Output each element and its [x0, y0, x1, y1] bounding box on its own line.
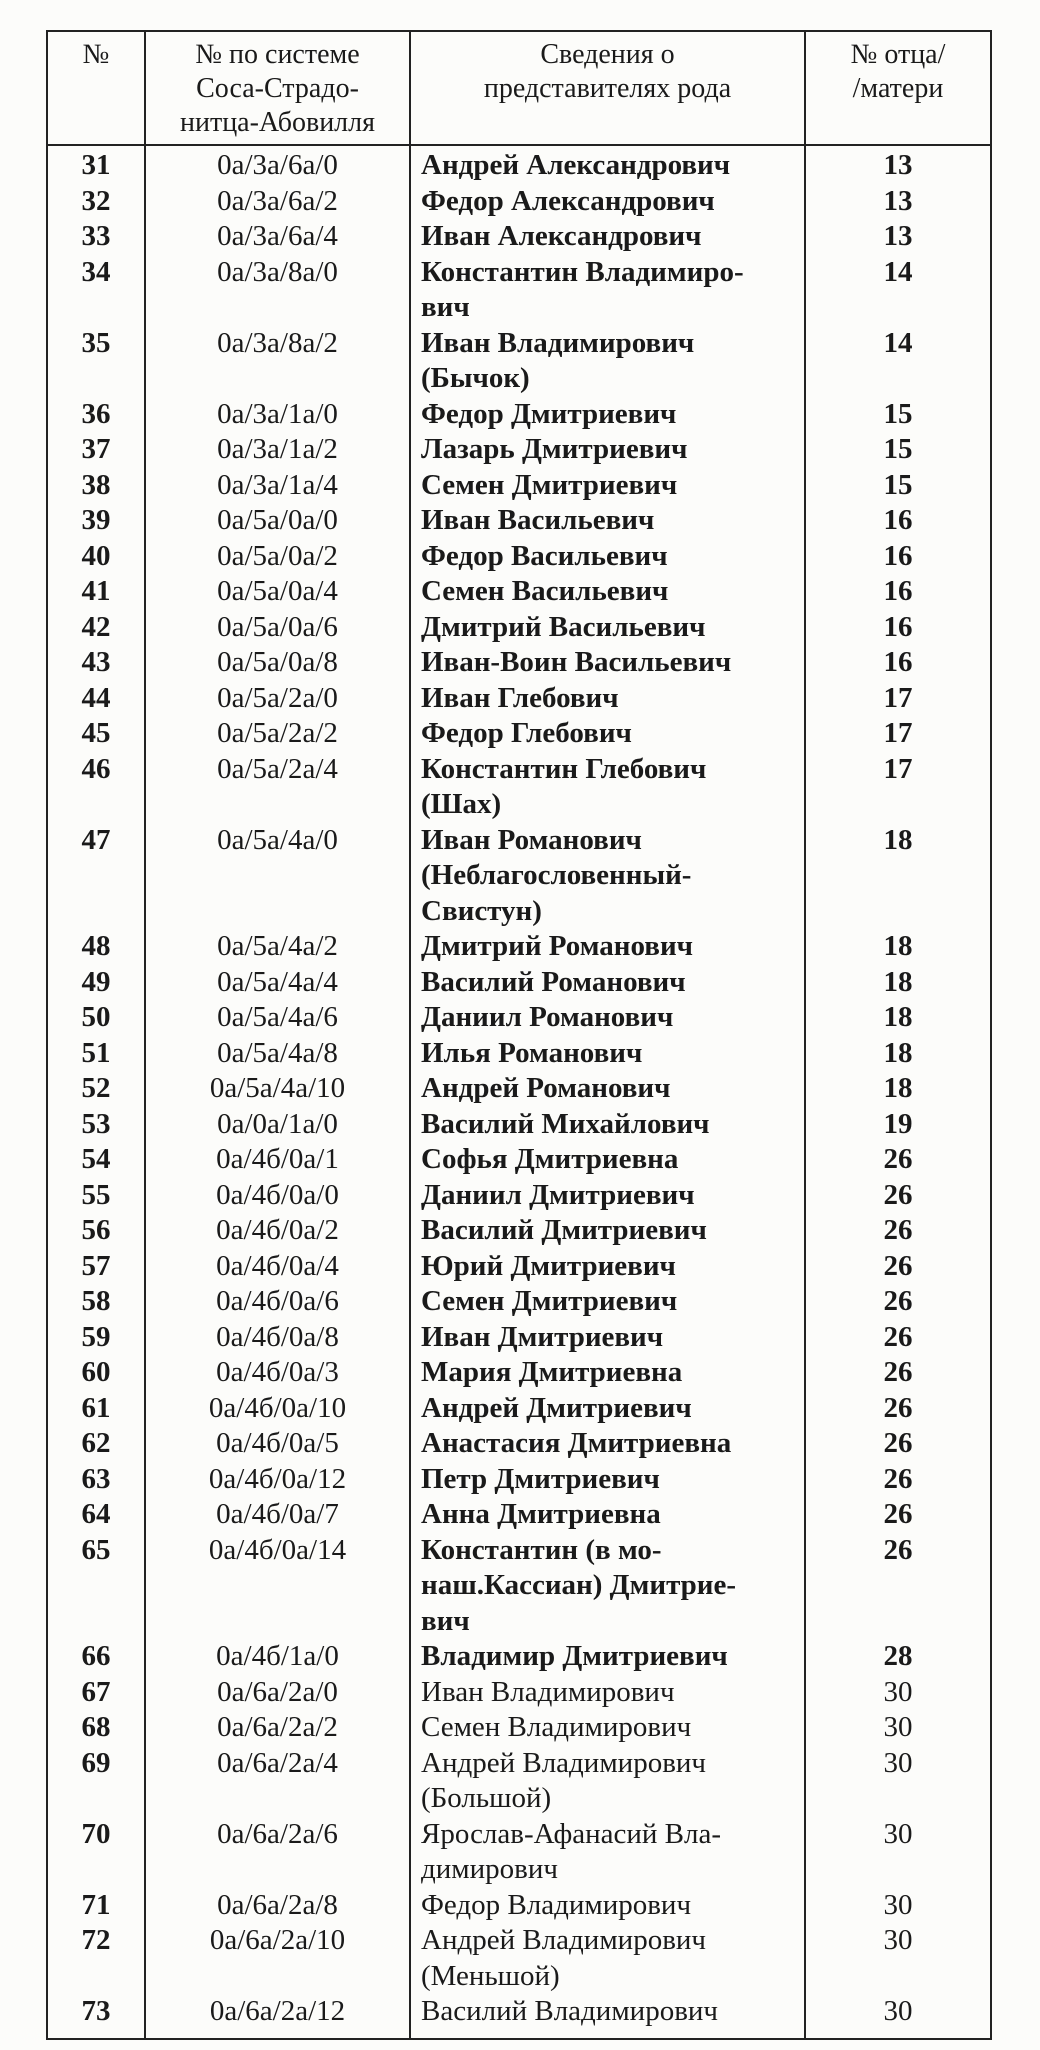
table-row: [47, 1249, 991, 1285]
table-row: [47, 1675, 991, 1711]
row-num: 69: [47, 1746, 145, 1817]
row-code: 0a/5a/4a/4: [145, 965, 410, 1001]
row-num: 61: [47, 1391, 145, 1427]
row-parent: 30: [805, 1994, 991, 2039]
table-row: [47, 1107, 991, 1143]
row-num: 33: [47, 219, 145, 255]
row-code: 0a/5a/2a/4: [145, 752, 410, 823]
row-info: Петр Дмитриевич: [410, 1462, 805, 1498]
row-info: Василий Романович: [410, 965, 805, 1001]
table-row: [47, 1923, 991, 1994]
row-parent: 30: [805, 1746, 991, 1817]
row-info: Андрей Александрович: [410, 145, 805, 184]
row-info: Андрей Владимирович (Большой): [410, 1746, 805, 1817]
row-code: 0a/5a/4a/8: [145, 1036, 410, 1072]
row-num: 48: [47, 929, 145, 965]
row-parent: 15: [805, 432, 991, 468]
row-info: Лазарь Дмитриевич: [410, 432, 805, 468]
row-code: 0a/3a/6a/0: [145, 145, 410, 184]
row-num: 57: [47, 1249, 145, 1285]
row-info: Иван Владимирович (Бычок): [410, 326, 805, 397]
row-parent: 17: [805, 681, 991, 717]
row-parent: 26: [805, 1320, 991, 1356]
row-info: Андрей Владимирович (Меньшой): [410, 1923, 805, 1994]
row-parent: 16: [805, 539, 991, 575]
table-row: [47, 503, 991, 539]
row-info: Иван Глебович: [410, 681, 805, 717]
row-code: 0a/4б/0a/0: [145, 1178, 410, 1214]
row-parent: 19: [805, 1107, 991, 1143]
row-parent: 18: [805, 1000, 991, 1036]
row-info: Даниил Романович: [410, 1000, 805, 1036]
row-code: 0a/6a/2a/6: [145, 1817, 410, 1888]
row-num: 37: [47, 432, 145, 468]
row-num: 44: [47, 681, 145, 717]
table-row: [47, 681, 991, 717]
row-code: 0a/3a/1a/4: [145, 468, 410, 504]
table-row: [47, 1746, 991, 1817]
row-num: 53: [47, 1107, 145, 1143]
table-row: [47, 1533, 991, 1640]
table-row: [47, 1639, 991, 1675]
table-row: [47, 539, 991, 575]
row-num: 56: [47, 1213, 145, 1249]
row-num: 71: [47, 1888, 145, 1924]
row-info: Мария Дмитриевна: [410, 1355, 805, 1391]
row-parent: 26: [805, 1426, 991, 1462]
table-row: [47, 1710, 991, 1746]
table-row: [47, 1426, 991, 1462]
row-code: 0a/6a/2a/12: [145, 1994, 410, 2039]
row-info: Иван Александрович: [410, 219, 805, 255]
row-info: Дмитрий Васильевич: [410, 610, 805, 646]
row-num: 73: [47, 1994, 145, 2039]
row-info: Константин Владимиро- вич: [410, 255, 805, 326]
row-info: Федор Глебович: [410, 716, 805, 752]
row-parent: 26: [805, 1462, 991, 1498]
row-parent: 26: [805, 1355, 991, 1391]
row-code: 0a/5a/0a/0: [145, 503, 410, 539]
row-parent: 18: [805, 1071, 991, 1107]
row-parent: 26: [805, 1142, 991, 1178]
table-row: [47, 645, 991, 681]
row-code: 0a/5a/2a/2: [145, 716, 410, 752]
row-parent: 30: [805, 1888, 991, 1924]
row-parent: 17: [805, 752, 991, 823]
row-num: 60: [47, 1355, 145, 1391]
row-info: Василий Дмитриевич: [410, 1213, 805, 1249]
row-code: 0a/0a/1a/0: [145, 1107, 410, 1143]
row-num: 64: [47, 1497, 145, 1533]
row-code: 0a/3a/1a/2: [145, 432, 410, 468]
table-row: [47, 1994, 991, 2039]
table-row: [47, 965, 991, 1001]
row-num: 70: [47, 1817, 145, 1888]
row-num: 35: [47, 326, 145, 397]
row-parent: 18: [805, 1036, 991, 1072]
row-code: 0a/4б/0a/5: [145, 1426, 410, 1462]
row-parent: 26: [805, 1533, 991, 1640]
row-parent: 26: [805, 1178, 991, 1214]
row-info: Федор Дмитриевич: [410, 397, 805, 433]
row-info: Василий Михайлович: [410, 1107, 805, 1143]
row-info: Семен Владимирович: [410, 1710, 805, 1746]
table-row: [47, 326, 991, 397]
row-code: 0a/6a/2a/10: [145, 1923, 410, 1994]
row-parent: 26: [805, 1497, 991, 1533]
row-num: 50: [47, 1000, 145, 1036]
table-row: [47, 255, 991, 326]
row-parent: 18: [805, 965, 991, 1001]
row-parent: 28: [805, 1639, 991, 1675]
table-row: [47, 145, 991, 184]
table-row: [47, 716, 991, 752]
row-info: Константин Глебович (Шах): [410, 752, 805, 823]
table-row: [47, 397, 991, 433]
table-row: [47, 219, 991, 255]
row-code: 0a/4б/0a/14: [145, 1533, 410, 1640]
header-code: № по системе Соса-Страдо- нитца-Абовилля: [145, 31, 410, 145]
row-code: 0a/3a/8a/0: [145, 255, 410, 326]
table-row: [47, 432, 991, 468]
table-row: [47, 1000, 991, 1036]
row-num: 32: [47, 184, 145, 220]
row-code: 0a/5a/0a/4: [145, 574, 410, 610]
row-num: 38: [47, 468, 145, 504]
row-parent: 13: [805, 145, 991, 184]
row-parent: 13: [805, 184, 991, 220]
row-code: 0a/6a/2a/2: [145, 1710, 410, 1746]
row-info: Семен Васильевич: [410, 574, 805, 610]
table-row: [47, 468, 991, 504]
row-parent: 16: [805, 610, 991, 646]
table-row: [47, 1355, 991, 1391]
row-info: Юрий Дмитриевич: [410, 1249, 805, 1285]
table-row: [47, 823, 991, 930]
row-num: 40: [47, 539, 145, 575]
row-num: 66: [47, 1639, 145, 1675]
row-info: Анастасия Дмитриевна: [410, 1426, 805, 1462]
row-num: 51: [47, 1036, 145, 1072]
row-parent: 14: [805, 255, 991, 326]
row-parent: 17: [805, 716, 991, 752]
row-num: 36: [47, 397, 145, 433]
row-parent: 26: [805, 1249, 991, 1285]
row-parent: 15: [805, 397, 991, 433]
row-info: Ярослав-Афанасий Вла- димирович: [410, 1817, 805, 1888]
row-info: Анна Дмитриевна: [410, 1497, 805, 1533]
row-parent: 30: [805, 1817, 991, 1888]
row-info: Федор Александрович: [410, 184, 805, 220]
row-parent: 26: [805, 1391, 991, 1427]
row-num: 39: [47, 503, 145, 539]
row-num: 41: [47, 574, 145, 610]
row-parent: 15: [805, 468, 991, 504]
row-code: 0a/5a/0a/2: [145, 539, 410, 575]
row-info: Андрей Дмитриевич: [410, 1391, 805, 1427]
row-parent: 13: [805, 219, 991, 255]
row-num: 65: [47, 1533, 145, 1640]
row-code: 0a/5a/4a/2: [145, 929, 410, 965]
row-code: 0a/6a/2a/4: [145, 1746, 410, 1817]
row-info: Семен Дмитриевич: [410, 1284, 805, 1320]
header-num: №: [47, 31, 145, 145]
row-info: Иван Васильевич: [410, 503, 805, 539]
row-num: 46: [47, 752, 145, 823]
row-info: Даниил Дмитриевич: [410, 1178, 805, 1214]
row-code: 0a/5a/4a/10: [145, 1071, 410, 1107]
row-info: Иван Дмитриевич: [410, 1320, 805, 1356]
row-num: 52: [47, 1071, 145, 1107]
row-code: 0a/6a/2a/0: [145, 1675, 410, 1711]
row-num: 72: [47, 1923, 145, 1994]
row-code: 0a/5a/2a/0: [145, 681, 410, 717]
row-parent: 18: [805, 929, 991, 965]
table-row: [47, 1213, 991, 1249]
row-info: Владимир Дмитриевич: [410, 1639, 805, 1675]
row-code: 0a/4б/0a/10: [145, 1391, 410, 1427]
row-code: 0a/4б/0a/3: [145, 1355, 410, 1391]
table-body: [47, 145, 991, 2039]
row-num: 63: [47, 1462, 145, 1498]
row-parent: 16: [805, 574, 991, 610]
row-code: 0a/5a/4a/0: [145, 823, 410, 930]
row-num: 67: [47, 1675, 145, 1711]
row-parent: 16: [805, 503, 991, 539]
row-info: Семен Дмитриевич: [410, 468, 805, 504]
row-code: 0a/6a/2a/8: [145, 1888, 410, 1924]
row-code: 0a/5a/4a/6: [145, 1000, 410, 1036]
row-code: 0a/4б/1a/0: [145, 1639, 410, 1675]
row-num: 45: [47, 716, 145, 752]
row-info: Иван Романович (Неблагословенный- Свистун): [410, 823, 805, 930]
row-info: Софья Дмитриевна: [410, 1142, 805, 1178]
row-num: 34: [47, 255, 145, 326]
table-row: [47, 1178, 991, 1214]
table-row: [47, 1320, 991, 1356]
table-row: [47, 1817, 991, 1888]
row-parent: 14: [805, 326, 991, 397]
table-row: [47, 1888, 991, 1924]
row-info: Федор Васильевич: [410, 539, 805, 575]
row-num: 43: [47, 645, 145, 681]
row-parent: 18: [805, 823, 991, 930]
row-code: 0a/5a/0a/8: [145, 645, 410, 681]
row-num: 58: [47, 1284, 145, 1320]
genealogy-table: [46, 30, 992, 2040]
row-code: 0a/4б/0a/8: [145, 1320, 410, 1356]
row-num: 62: [47, 1426, 145, 1462]
row-parent: 26: [805, 1284, 991, 1320]
table-row: [47, 1142, 991, 1178]
table-row: [47, 929, 991, 965]
row-num: 31: [47, 145, 145, 184]
row-num: 68: [47, 1710, 145, 1746]
row-num: 55: [47, 1178, 145, 1214]
row-code: 0a/4б/0a/12: [145, 1462, 410, 1498]
row-info: Илья Романович: [410, 1036, 805, 1072]
row-parent: 30: [805, 1710, 991, 1746]
row-info: Дмитрий Романович: [410, 929, 805, 965]
row-info: Андрей Романович: [410, 1071, 805, 1107]
row-code: 0a/3a/6a/4: [145, 219, 410, 255]
table-row: [47, 610, 991, 646]
table-row: [47, 752, 991, 823]
header-parent: № отца/ /матери: [805, 31, 991, 145]
table-row: [47, 1071, 991, 1107]
header-info: Сведения о представителях рода: [410, 31, 805, 145]
row-code: 0a/4б/0a/4: [145, 1249, 410, 1285]
row-code: 0a/4б/0a/2: [145, 1213, 410, 1249]
row-code: 0a/5a/0a/6: [145, 610, 410, 646]
table-header: [47, 31, 991, 145]
row-code: 0a/3a/8a/2: [145, 326, 410, 397]
row-parent: 30: [805, 1923, 991, 1994]
row-code: 0a/4б/0a/6: [145, 1284, 410, 1320]
row-parent: 30: [805, 1675, 991, 1711]
row-code: 0a/4б/0a/1: [145, 1142, 410, 1178]
row-num: 42: [47, 610, 145, 646]
table-row: [47, 1391, 991, 1427]
row-info: Константин (в мо- наш.Кассиан) Дмитрие- вич: [410, 1533, 805, 1640]
row-info: Василий Владимирович: [410, 1994, 805, 2039]
row-info: Федор Владимирович: [410, 1888, 805, 1924]
row-info: Иван-Воин Васильевич: [410, 645, 805, 681]
row-num: 49: [47, 965, 145, 1001]
row-parent: 16: [805, 645, 991, 681]
row-info: Иван Владимирович: [410, 1675, 805, 1711]
table-row: [47, 1284, 991, 1320]
table-row: [47, 1497, 991, 1533]
row-num: 54: [47, 1142, 145, 1178]
row-code: 0a/3a/6a/2: [145, 184, 410, 220]
row-parent: 26: [805, 1213, 991, 1249]
row-num: 59: [47, 1320, 145, 1356]
table-row: [47, 1036, 991, 1072]
table-row: [47, 1462, 991, 1498]
row-num: 47: [47, 823, 145, 930]
table-row: [47, 574, 991, 610]
table-row: [47, 184, 991, 220]
row-code: 0a/4б/0a/7: [145, 1497, 410, 1533]
row-code: 0a/3a/1a/0: [145, 397, 410, 433]
